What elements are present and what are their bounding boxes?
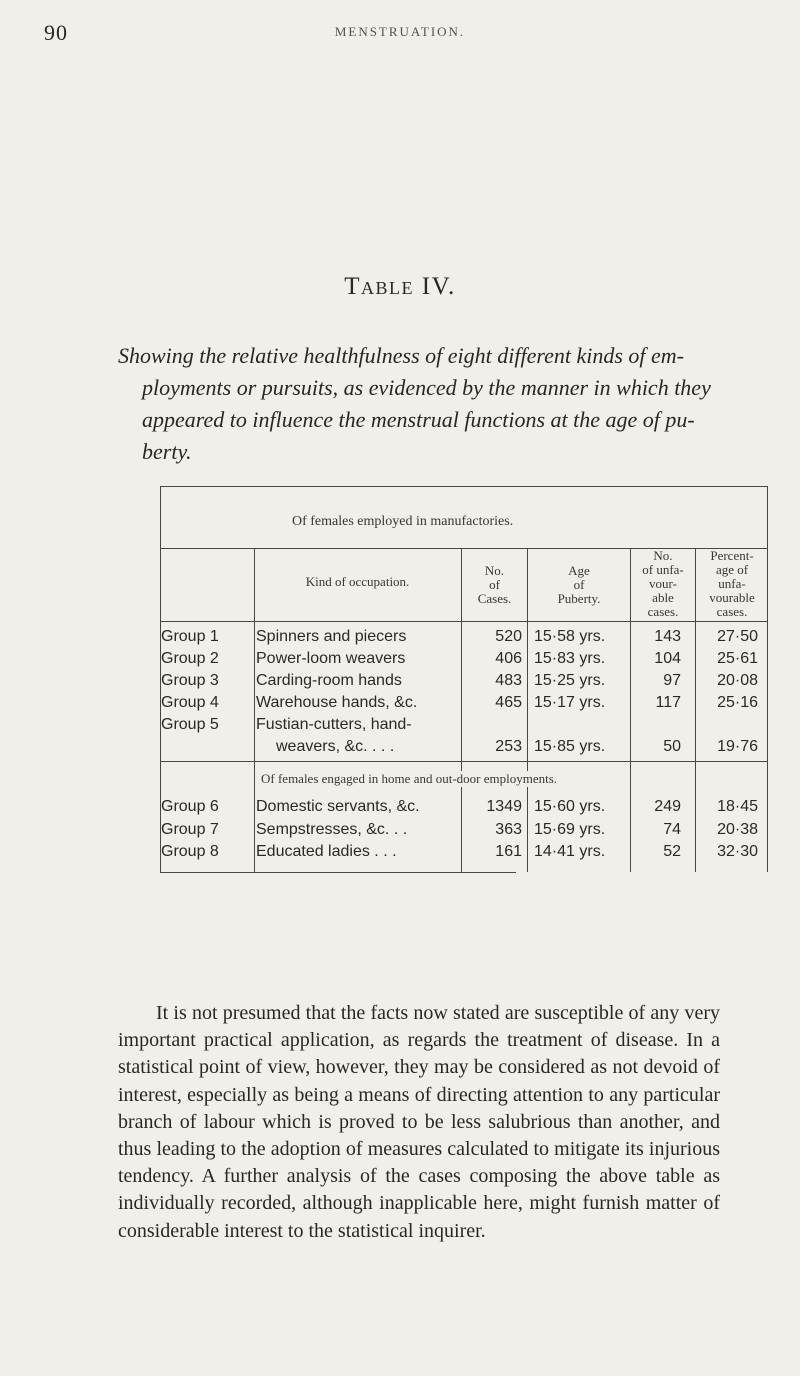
table-bottom-rule [160,872,516,873]
occupation: Power-loom weavers [256,650,406,667]
header-bottom-rule [160,621,768,622]
unfavourable-cases: 143 [654,628,681,645]
percentage: 19·76 [717,738,758,755]
cases: 1349 [486,798,522,815]
age-of-puberty: 15·25 yrs. [534,672,606,689]
col-header-percentage: Percent- age of unfa- vourable cases. [709,548,755,619]
caption-line: ployments or pursuits, as evidenced by the manner in which they [142,375,711,400]
percentage: 27·50 [717,628,758,645]
section-divider-rule [160,761,768,762]
age-of-puberty: 15·17 yrs. [534,694,606,711]
occupation: Warehouse hands, &c. [256,694,418,711]
percentage: 25·16 [717,694,758,711]
group-label: Group 5 [161,716,219,733]
table-title: Table IV. [344,273,456,300]
unfavourable-cases: 74 [663,821,681,838]
unfavourable-cases: 50 [663,738,681,755]
percentage: 32·30 [717,843,758,860]
unfavourable-cases: 104 [654,650,681,667]
cases: 253 [495,738,522,755]
section-title-home-outdoor: Of females engaged in home and out-door employments. [258,771,560,787]
col-header-kind: Kind of occupation. [305,574,410,589]
unfavourable-cases: 117 [655,694,681,711]
paragraph-text: It is not presumed that the facts now stated are susceptible of any very important practical application, as regards the treatment of disease. In a statistical point of view, however, they may be considered as not devoid of interest, especially as being a means of directing attention to any particular branch of labour which is proved to be less salubrious than another, and thus leading to the adoption of measures calculated to mitigate its injurious tendency. A further analysis of the cases composing the above table as individually recorded, although inapplicable here, might furnish matter of considerable interest to the statistical inquirer. [118,1002,720,1242]
caption-line: appeared to influence the menstrual functions at the age of pu- [142,407,695,432]
age-of-puberty: 14·41 yrs. [534,843,606,860]
cases: 161 [495,843,522,860]
table-top-rule [160,486,768,487]
group-label: Group 1 [161,628,219,645]
body-paragraph [118,1000,720,1245]
running-title: MENSTRUATION. [334,24,466,39]
unfavourable-cases: 52 [663,843,681,860]
occupation: Carding-room hands [256,672,402,689]
group-label: Group 8 [161,843,219,860]
caption-line: Showing the relative healthfulness of eight different kinds of em- [118,343,684,368]
age-of-puberty: 15·69 yrs. [534,821,606,838]
group-label: Group 2 [161,650,219,667]
cases: 363 [495,821,522,838]
cases: 406 [495,650,522,667]
age-of-puberty: 15·85 yrs. [534,738,606,755]
occupation: Educated ladies . . . [256,843,397,860]
age-of-puberty: 15·60 yrs. [534,798,606,815]
page-number: 90 [44,20,68,45]
group-label: Group 7 [161,821,219,838]
percentage: 18·45 [717,798,758,815]
occupation-continued: weavers, &c. . . . [276,738,395,755]
occupation: Spinners and piecers [256,628,407,645]
group-label: Group 6 [161,798,219,815]
cases: 465 [495,694,522,711]
unfavourable-cases: 249 [654,798,681,815]
group-label: Group 3 [161,672,219,689]
occupation: Sempstresses, &c. . . [256,821,408,838]
age-of-puberty: 15·58 yrs. [534,628,606,645]
col-header-unfavourable: No. of unfa- vour- able cases. [642,548,684,619]
col-divider [254,548,255,872]
col-header-age: Age of Puberty. [557,563,601,606]
percentage: 20·38 [717,821,758,838]
col-header-cases: No. of Cases. [477,563,512,606]
occupation: Fustian-cutters, hand- [256,716,412,733]
caption-line: berty. [142,439,192,464]
section-title-manufactories: Of females employed in manufactories. [292,514,514,529]
cases: 520 [495,628,522,645]
unfavourable-cases: 97 [663,672,681,689]
group-label: Group 4 [161,694,219,711]
percentage: 25·61 [717,650,758,667]
occupation: Domestic servants, &c. [256,798,420,815]
cases: 483 [495,672,522,689]
table-right-rule [767,486,768,872]
age-of-puberty: 15·83 yrs. [534,650,606,667]
percentage: 20·08 [717,672,758,689]
